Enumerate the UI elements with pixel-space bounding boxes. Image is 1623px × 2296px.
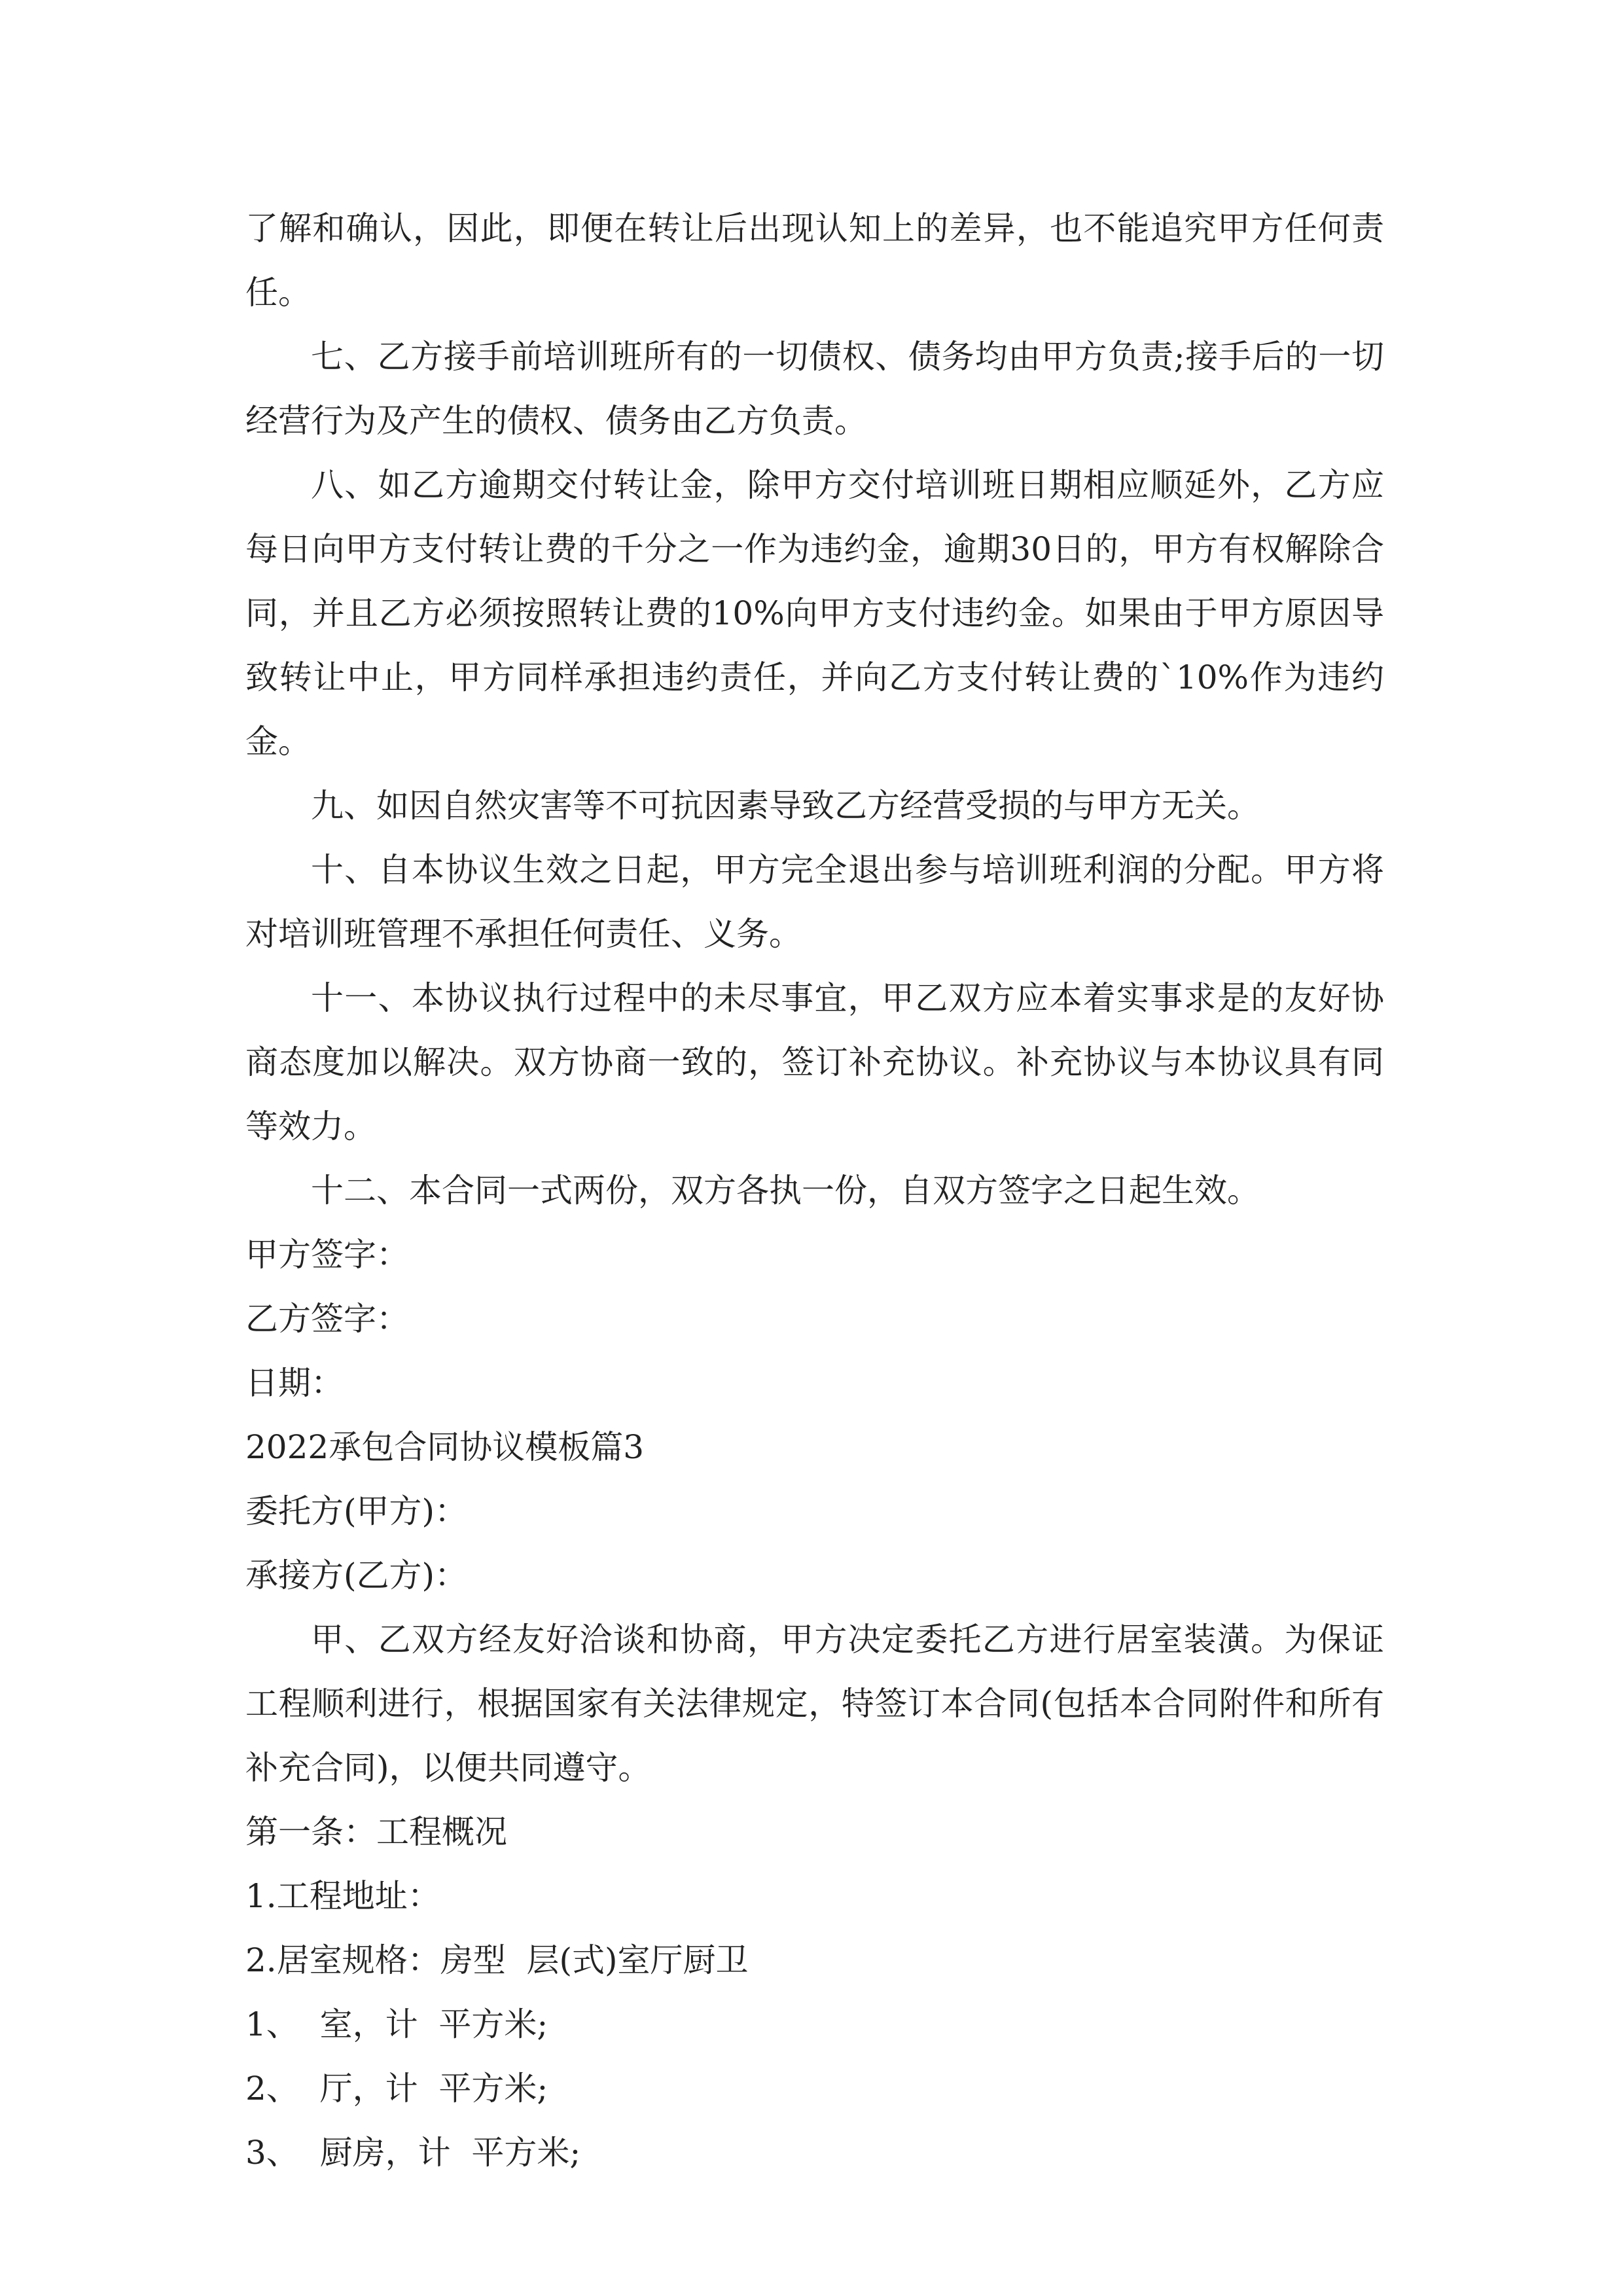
contractor-label: 承接方(乙方)： [245, 1556, 468, 1594]
paragraph-continuation: 了解和确认，因此，即便在转让后出现认知上的差异，也不能追究甲方任何责任。 [245, 209, 1384, 312]
document-body [245, 196, 1384, 2185]
room-item: 3、 厨房，计 平方米; [245, 2134, 581, 2172]
clause-eleven: 十一、本协议执行过程中的未尽事宜，甲乙双方应本着实事求是的友好协商态度加以解决。双方协商一致的，签订补充协议。补充协议与本协议具有同等效力。 [245, 979, 1384, 1145]
intro-paragraph: 甲、乙双方经友好洽谈和协商，甲方决定委托乙方进行居室装潢。为保证工程顺利进行，根据国家有关法律规定，特签订本合同(包括本合同附件和所有补充合同)，以便共同遵守。 [245, 1621, 1384, 1787]
clause-eight: 八、如乙方逾期交付转让金，除甲方交付培训班日期相应顺延外，乙方应每日向甲方支付转让费的千分之一作为违约金，逾期30日的，甲方有权解除合同，并且乙方必须按照转让费的10%向甲方支付违约金。如果由于甲方原因导致转让中止，甲方同样承担违约责任，并向乙方支付转让费的`10%作为违约金。 [245, 466, 1384, 761]
item-address: 1.工程地址： [245, 1877, 440, 1915]
signature-party-b: 乙方签字： [245, 1300, 409, 1338]
date-label: 日期： [245, 1364, 344, 1402]
room-item: 2、 厅，计 平方米; [245, 2070, 548, 2108]
room-item: 1、 室，计 平方米; [245, 2005, 548, 2043]
clause-ten: 十、自本协议生效之日起，甲方完全退出参与培训班利润的分配。甲方将对培训班管理不承担任何责任、义务。 [245, 851, 1384, 953]
clause-nine: 九、如因自然灾害等不可抗因素导致乙方经营受损的与甲方无关。 [311, 787, 1260, 825]
clause-seven: 七、乙方接手前培训班所有的一切债权、债务均由甲方负责;接手后的一切经营行为及产生的债权、债务由乙方负责。 [245, 338, 1384, 440]
clause-twelve: 十二、本合同一式两份，双方各执一份，自双方签字之日起生效。 [311, 1172, 1260, 1210]
signature-party-a: 甲方签字： [245, 1236, 409, 1274]
item-spec: 2.居室规格：房型 层(式)室厅厨卫 [245, 1941, 749, 1979]
section-title: 2022承包合同协议模板篇3 [245, 1428, 645, 1466]
article-one-title: 第一条：工程概况 [245, 1813, 507, 1851]
client-label: 委托方(甲方)： [245, 1492, 468, 1530]
